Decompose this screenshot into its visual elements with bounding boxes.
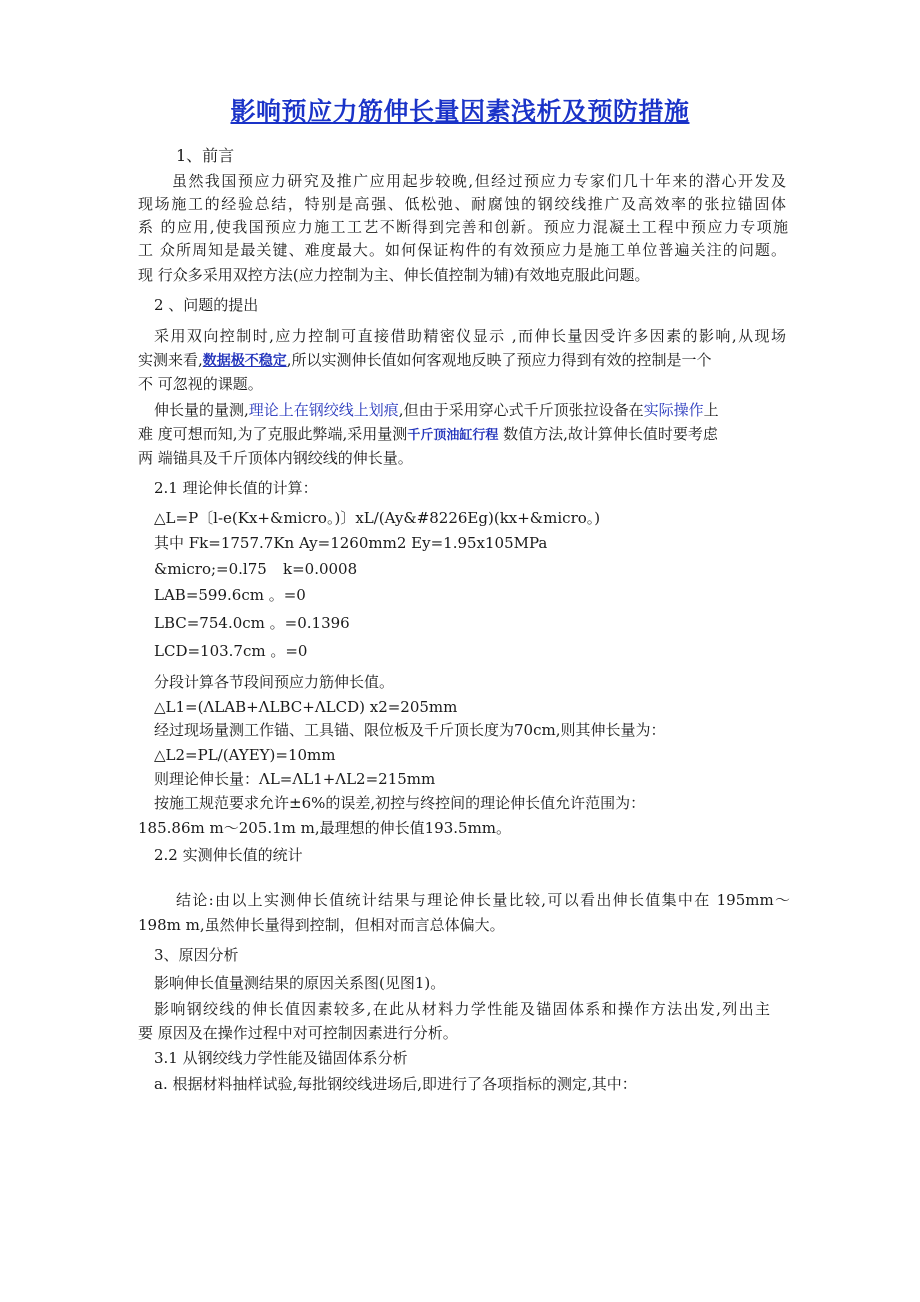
- formula-line: k=0.0008: [283, 560, 358, 578]
- calc-line: 分段计算各节段间预应力筋伸长值。: [154, 673, 395, 691]
- section-3-1-heading: 3.1 从钢绞线力学性能及锚固体系分析: [154, 1049, 408, 1067]
- formula-line: LAB=599.6cm 。=0: [154, 586, 306, 604]
- section-2-2-heading: 2.2 实测伸长值的统计: [154, 846, 303, 864]
- paragraph-line: 结论:由以上实测伸长值统计结果与理论伸长量比较,可以看出伸长值集中在 195mm〜: [176, 891, 790, 909]
- paragraph-line: [154, 400, 719, 420]
- text-span: 伸长量的量测,: [154, 401, 249, 419]
- link-data-unstable[interactable]: 数据极不稳定: [202, 353, 287, 369]
- text-span: 数值方法,故计算伸长值时要考虑: [498, 425, 718, 443]
- paragraph-line: 不 可忽视的课题。: [138, 375, 263, 393]
- paragraph-line: 影响伸长值量测结果的原因关系图(见图1)。: [154, 974, 446, 992]
- document-title[interactable]: 影响预应力筋伸长量因素浅析及预防措施: [230, 97, 690, 126]
- paragraph-line: a. 根据材料抽样试验,每批钢绞线进场后,即进行了各项指标的测定,其中：: [154, 1075, 637, 1093]
- formula-line: LCD=103.7cm 。=0: [154, 642, 308, 660]
- formula-line: 其中 Fk=1757.7Kn Ay=1260mm2 Ey=1.95x105MPa: [154, 534, 548, 552]
- text-span: ,但由于采用穿心式千斤顶张拉设备在: [398, 401, 644, 419]
- calc-line: △L1=(ΛLAB+ΛLBC+ΛLCD) x2=205mm: [154, 698, 458, 716]
- calc-line: 经过现场量测工作锚、工具锚、限位板及千斤顶长度为70cm,则其伸长量为：: [154, 721, 666, 739]
- paragraph-line: 影响钢绞线的伸长值因素较多,在此从材料力学性能及锚固体系和操作方法出发,列出主: [154, 1000, 770, 1018]
- calc-line: 按施工规范要求允许±6%的误差,初控与终控间的理论伸长值允许范围为：: [154, 794, 646, 812]
- section-2-1-heading: 2.1 理论伸长值的计算：: [154, 479, 318, 497]
- formula-line: △L=P〔l-e(Kx+&micro。)〕xL/(Ay&#8226Eg)(kx+&micro。): [154, 509, 601, 527]
- text-span: 上: [703, 401, 719, 419]
- formula-line: &micro;=0.l75: [154, 560, 267, 578]
- link-jack-stroke[interactable]: 千斤顶油缸行程: [407, 428, 499, 443]
- paragraph-line: 采用双向控制时,应力控制可直接借助精密仪显示 ,而伸长量因受许多因素的影响,从现场: [154, 327, 786, 345]
- paragraph-line: 现 行众多采用双控方法(应力控制为主、伸长值控制为辅)有效地克服此问题。: [138, 266, 650, 284]
- link-theory-scratch[interactable]: 理论上在钢绞线上划痕: [248, 401, 399, 419]
- calc-line: 185.86m m〜205.1m m,最理想的伸长值193.5mm。: [138, 819, 512, 837]
- calc-line: 则理论伸长量：ΛL=ΛL1+ΛL2=215mm: [154, 770, 436, 788]
- section-3-heading: 3、原因分析: [154, 946, 239, 964]
- paragraph-line: 虽然我国预应力研究及推广应用起步较晚,但经过预应力专家们几十年来的潜心开发及: [172, 172, 786, 190]
- paragraph-line: [138, 424, 718, 446]
- section-1-heading: 1、前言: [176, 146, 235, 165]
- text-span: ,所以实测伸长值如何客观地反映了预应力得到有效的控制是一个: [286, 351, 712, 369]
- paragraph-line: 系 的应用,使我国预应力施工工艺不断得到完善和创新。预应力混凝土工程中预应力专项施: [138, 218, 788, 236]
- paragraph-line: 要 原因及在操作过程中对可控制因素进行分析。: [138, 1024, 458, 1042]
- text-span: 难 度可想而知,为了克服此弊端,采用量测: [138, 425, 408, 443]
- formula-line: LBC=754.0cm 。=0.1396: [154, 614, 350, 632]
- paragraph-line: 198m m,虽然伸长量得到控制，但相对而言总体偏大。: [138, 916, 505, 934]
- paragraph-line: 现场施工的经验总结，特别是高强、低松弛、耐腐蚀的钢绞线推广及高效率的张拉锚固体: [138, 195, 786, 213]
- paragraph-line: 工 众所周知是最关键、难度最大。如何保证构件的有效预应力是施工单位普遍关注的问题。: [138, 241, 786, 259]
- paragraph-line: 两 端锚具及千斤顶体内钢绞线的伸长量。: [138, 449, 413, 467]
- text-span: 实测来看,: [138, 351, 203, 369]
- paragraph-line: [138, 350, 712, 371]
- calc-line: △L2=PL/(AYEY)=10mm: [154, 746, 336, 764]
- link-actual-operation[interactable]: 实际操作: [643, 401, 704, 419]
- section-2-heading: 2 、问题的提出: [154, 296, 259, 314]
